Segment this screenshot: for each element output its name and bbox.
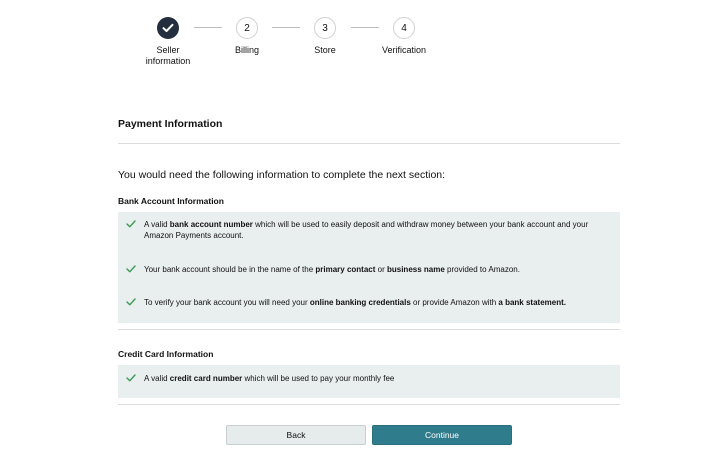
step-label: Store <box>314 45 336 55</box>
step-number: 3 <box>314 17 336 39</box>
step-label: Verification <box>381 45 427 55</box>
checkmark-icon <box>118 264 144 273</box>
divider <box>118 404 620 405</box>
intro-text: You would need the following information to complete the next section: <box>118 169 446 181</box>
item-text: A valid credit card number which will be used to pay your monthly fee <box>144 374 395 383</box>
check-circle-icon <box>157 17 179 39</box>
list-item <box>118 373 620 384</box>
list-item <box>118 264 620 275</box>
step-label: Billing <box>234 45 259 55</box>
credit-card-info-box <box>118 365 620 398</box>
bank-account-info-box <box>118 212 620 323</box>
item-text: Your bank account should be in the name of the primary contact or business name provided to Amazon. <box>144 265 520 274</box>
continue-button[interactable]: Continue <box>372 425 512 445</box>
divider <box>118 329 620 330</box>
checkmark-icon <box>118 219 144 228</box>
step-number: 2 <box>236 17 258 39</box>
step-seller-information[interactable] <box>128 17 208 67</box>
list-item <box>118 297 620 308</box>
back-button[interactable]: Back <box>226 425 366 445</box>
item-text: To verify your bank account you will need your online banking credentials or provide Amazon with a bank statement. <box>144 298 566 307</box>
checkmark-icon <box>118 373 144 382</box>
divider <box>118 143 620 144</box>
step-verification[interactable] <box>364 17 444 56</box>
credit-card-title: Credit Card Information <box>118 349 214 359</box>
checkmark-icon <box>118 297 144 306</box>
item-text: A valid bank account number which will be used to easily deposit and withdraw money between your bank account and your Amazon Payments account. <box>144 220 589 240</box>
step-label: Seller information <box>145 45 191 66</box>
page-title: Payment Information <box>118 118 223 130</box>
step-billing[interactable] <box>207 17 287 56</box>
progress-stepper <box>0 17 720 67</box>
bank-account-title: Bank Account Information <box>118 196 224 206</box>
step-number: 4 <box>393 17 415 39</box>
step-store[interactable] <box>285 17 365 56</box>
list-item <box>118 219 620 241</box>
